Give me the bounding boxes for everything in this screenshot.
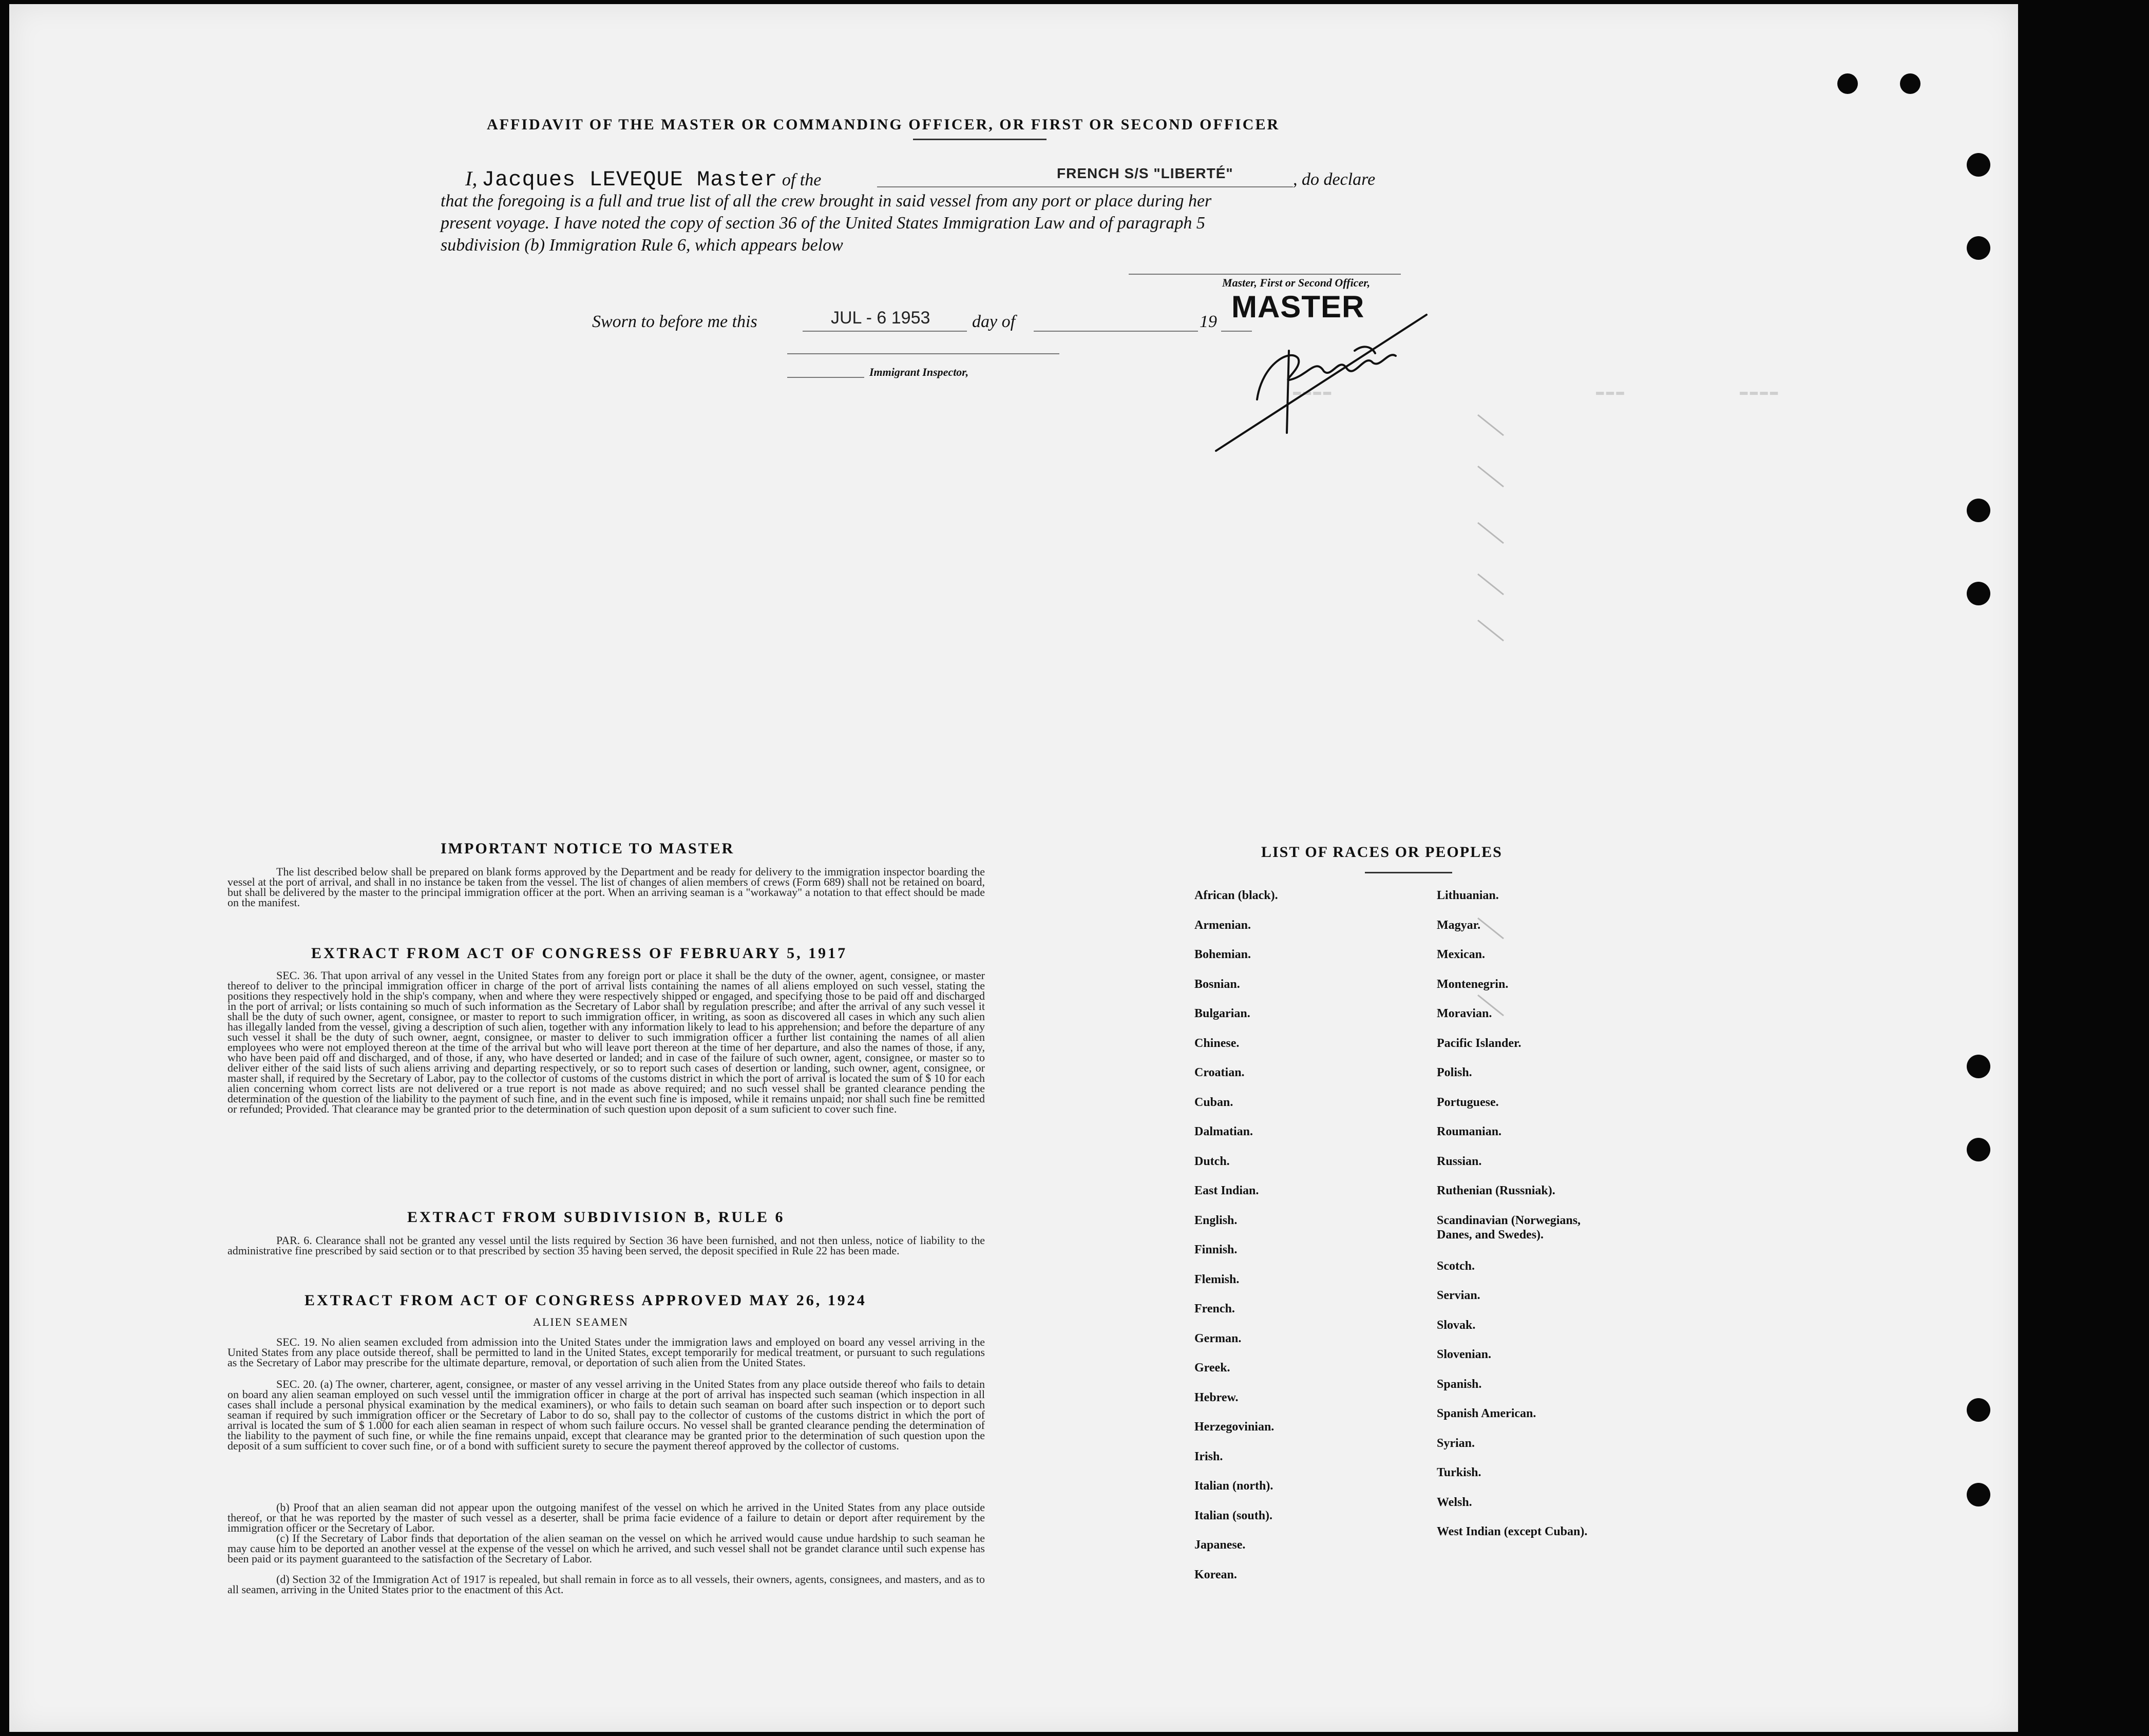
notice-title: IMPORTANT NOTICE TO MASTER — [441, 840, 735, 857]
race-entry: Herzegovinian. — [1194, 1420, 1275, 1434]
race-entry: Syrian. — [1437, 1436, 1475, 1450]
race-entry: Korean. — [1194, 1568, 1237, 1581]
race-entry: Slovenian. — [1437, 1348, 1492, 1362]
race-entry: Armenian. — [1194, 918, 1251, 932]
race-entry: Italian (south). — [1194, 1509, 1273, 1522]
races-title-underline — [1365, 872, 1452, 873]
punch-hole — [1967, 1055, 1990, 1078]
punch-hole — [1967, 153, 1990, 177]
sworn-label: Sworn to before me this — [592, 312, 757, 331]
vessel-line — [877, 186, 1293, 187]
race-entry: Servian. — [1437, 1289, 1480, 1303]
document-page — [9, 4, 2018, 1732]
act-1924-sec20b: (b) Proof that an alien seaman did not appear upon the outgoing manifest of the vessel on which he arrived in the United States from any place outside thereof, or that he was reported by the master of such vessel as a deserter, shall be prima facie evidence of a failure to detain or deport after requirement by the immigration officer or the Secretary of Labor. — [227, 1501, 985, 1534]
year-prefix: 19 — [1200, 312, 1217, 331]
race-entry: Japanese. — [1194, 1538, 1246, 1552]
master-signature — [1201, 302, 1442, 456]
affidavit-line-1 — [465, 166, 821, 192]
vessel-name: FRENCH S/S "LIBERTÉ" — [1057, 165, 1233, 181]
punch-hole — [1967, 1138, 1990, 1161]
race-entry: African (black). — [1194, 889, 1278, 902]
race-entry: German. — [1194, 1331, 1242, 1345]
race-entry: Montenegrin. — [1437, 977, 1509, 991]
race-entry: Portuguese. — [1437, 1095, 1499, 1109]
race-entry: Bohemian. — [1194, 948, 1251, 961]
race-entry: Chinese. — [1194, 1036, 1240, 1050]
bleed-through-marks — [1473, 405, 1534, 1072]
race-entry: Pacific Islander. — [1437, 1036, 1522, 1050]
rule6-body: PAR. 6. Clearance shall not be granted any vessel until the lists required by Section 36 have been furnished, and not then unless, notice of liability to the administrative fine prescribed by said section or to that prescribed by section 35 having been served, the deposit specified in Rule 22 has been made. — [227, 1234, 985, 1257]
declarant-pronoun: I, — [465, 167, 478, 190]
punch-hole — [1837, 73, 1858, 94]
race-entry: Spanish. — [1437, 1377, 1482, 1391]
punch-hole — [1900, 73, 1920, 94]
punch-hole — [1967, 499, 1990, 522]
do-declare-label: , do declare — [1293, 170, 1376, 189]
affidavit-title: AFFIDAVIT OF THE MASTER OR COMMANDING OFFICER, OR FIRST OR SECOND OFFICER — [487, 116, 1280, 133]
race-entry: West Indian (except Cuban). — [1437, 1525, 1588, 1539]
rule6-title: EXTRACT FROM SUBDIVISION B, RULE 6 — [407, 1209, 785, 1226]
race-entry: Flemish. — [1194, 1272, 1240, 1286]
punch-hole — [1967, 236, 1990, 260]
punch-hole — [1967, 1398, 1990, 1422]
race-entry: Dalmatian. — [1194, 1125, 1253, 1138]
bleed-through-column: ▬▬▬▬ — [1740, 384, 1780, 399]
day-of-label: day of — [972, 312, 1016, 331]
race-entry: Ruthenian (Russniak). — [1437, 1184, 1555, 1197]
race-entry: Spanish American. — [1437, 1407, 1536, 1421]
race-entry: Dutch. — [1194, 1154, 1230, 1168]
race-entry: Moravian. — [1437, 1007, 1492, 1020]
race-entry: French. — [1194, 1302, 1235, 1315]
race-entry: Mexican. — [1437, 948, 1485, 961]
act-1924-sec20c: (c) If the Secretary of Labor finds that deportation of the alien seaman on the vessel on which he arrived would cause undue hardship to such seaman he may cause him to be deported an another vessel at the expense of the vessel on which he arrived, and such vessel shall not be grandet clarance until such expense has been paid or its payment guaranteed to the satisfaction of the Secretary of Labor. — [227, 1532, 985, 1565]
act-1924-title: EXTRACT FROM ACT OF CONGRESS APPROVED MAY 26, 1924 — [305, 1292, 867, 1309]
notice-body: The list described below shall be prepared on blank forms approved by the Department and be ready for delivery to the immigration inspector boarding the vessel at the port of arrival, and shall in no instance be taken from the vessel. The list of changes of alien members of crews (Form 689) shall not be retained on board, but shall be delivered by the master to the principal immigration officer at the port. When an arriving seaman is a "workaway" a notation to that effect should be made on the manifest. — [227, 865, 985, 909]
act-1924-sec19: SEC. 19. No alien seamen excluded from admission into the United States under the immigration laws and employed on board any vessel arriving in the United States from any place outside thereof, shall be permitted to land in the United States, except temporarily for medical treatment, or pursuant to such regulations as the Secretary of Labor may prescribe for the ultimate departure, removal, or deportation of such alien from the United States. — [227, 1336, 985, 1369]
race-entry: Slovak. — [1437, 1318, 1476, 1332]
act-1917-title: EXTRACT FROM ACT OF CONGRESS OF FEBRUARY 5, 1917 — [311, 945, 848, 962]
races-title: LIST OF RACES OR PEOPLES — [1261, 844, 1503, 861]
master-stamp: MASTER — [1231, 290, 1365, 324]
alien-seamen-subtitle: ALIEN SEAMEN — [533, 1315, 629, 1328]
race-entry: Roumanian. — [1437, 1125, 1502, 1138]
sworn-date-line — [803, 331, 967, 332]
race-entry: Hebrew. — [1194, 1390, 1239, 1404]
race-entry: Lithuanian. — [1437, 889, 1499, 902]
act-1917-body: SEC. 36. That upon arrival of any vessel in the United States from any foreign port or place it shall be the duty of the owner, agent, consignee, or master thereof to deliver to the principal immigration officer in charge of the port of arrival lists containing the names of all aliens employed on such vessel, stating the positions they respectively hold in the ship's company, when and where they were respectively shipped or engaged, and specifying those to be paid off and discharged in the port of arrival; or lists containing so much of such information as the Secretary of Labor shall by regulation prescribe; and after the arrival of any such vessel it shall be the duty of such owner, agent, consignee, or master to report to such immigration officer, in writing, as soon as discovered all cases in which any such alien has illegally landed from the vessel, giving a description of such alien, together with any information likely to lead to his apprehension; and before the departure of any such vessel it shall be the duty of such owner, aegnt, consignee, or master to deliver to such immigration officer a further list containing the names of all alien employees who were not employed thereon at the time of the arrival but who will leave port thereon at the time of her departure, and also the names of those, if any, who have been paid off and discharged, and of those, if any, who have deserted or landed; and in case of the failure of such owner, agent, consignee, or master so to deliver either of the said lists of such aliens arriving and departing respectively, or so to report such cases of desertion or landing, such owner, agent, consignee, or master shall, if required by the Secretary of Labor, pay to the collector of customs of the customs district in which the port of arrival is located the sum of $ 10 for each alien concerning whom correct lists are not delivered or a true report is not made as above required; and no such vessel shall be granted clearance pending the determination of the question of the liability to the payment of such fine, and in the event such fine is imposed, while it remains unpaid; nor shall such fine be remitted or refunded; Provided. That clearance may be granted prior to the determination of such question upon deposit of a sum suficient to cover such fine. — [227, 969, 985, 1115]
race-entry: Croatian. — [1194, 1066, 1245, 1079]
race-entry: Italian (north). — [1194, 1479, 1273, 1493]
of-the-label: of the — [782, 170, 822, 189]
act-1924-sec20a: SEC. 20. (a) The owner, charterer, agent, consignee, or master of any vessel arriving in the United States from any place outside thereof who fails to detain on board any alien seaman employed on such vessel until the immigration officer in charge at the port of arrival has inspected such seaman (which inspection in all cases shall include a personal physical examination by the medical examiners), or who fails to detain such seaman on board after such inspection or to deport such seaman if required by such immigration officer or the Secretary of Labor to do so, shall pay to the collector of customs of the customs district in which the port of arrival is located the sum of $ 1.000 for each alien seaman in respect of whom such failure occurs. No vessel shall be granted clearance pending the determination of the liability to the payment of such fine, or while the fine remains unpaid, except that clearance may be granted prior to the determination of such question upon the deposit of a sum sufficient to cover such fine, or of a bond with sufficient surety to secure the payment thereof approved by the collector of customs. — [227, 1378, 985, 1452]
affidavit-line-3: present voyage. I have noted the copy of section 36 of the United States Immigration Law and of paragraph 5 — [441, 214, 1205, 233]
month-line — [1034, 331, 1198, 332]
race-entry: English. — [1194, 1213, 1238, 1227]
race-entry: Welsh. — [1437, 1495, 1472, 1509]
affidavit-line-4: subdivision (b) Immigration Rule 6, which appears below — [441, 236, 843, 255]
race-entry: Finnish. — [1194, 1243, 1238, 1256]
title-underline — [913, 139, 1047, 140]
race-entry: Scandinavian (Norwegians, Danes, and Swedes). — [1437, 1213, 1581, 1242]
punch-hole — [1967, 1483, 1990, 1506]
race-entry: East Indian. — [1194, 1184, 1259, 1197]
inspector-label: Immigrant Inspector, — [869, 366, 969, 378]
officer-signature-line — [1129, 274, 1401, 275]
officer-label: Master, First or Second Officer, — [1222, 276, 1371, 289]
bleed-through-column: ▬▬▬ — [1596, 384, 1626, 399]
sworn-date-stamp: JUL - 6 1953 — [831, 308, 930, 328]
race-entry: Russian. — [1437, 1154, 1482, 1168]
master-name: Jacques LEVEQUE Master — [481, 167, 778, 192]
race-entry: Cuban. — [1194, 1095, 1233, 1109]
race-entry: Scotch. — [1437, 1259, 1475, 1273]
race-entry: Magyar. — [1437, 918, 1481, 932]
act-1924-sec20d: (d) Section 32 of the Immigration Act of 1917 is repealed, but shall remain in force as to all vessels, their owners, agents, consignees, and masters, and as to all seamen, arriving in the United States prior to the enactment of this Act. — [227, 1573, 985, 1596]
inspector-label-line — [787, 377, 864, 378]
race-entry: Bosnian. — [1194, 977, 1240, 991]
race-entry: Greek. — [1194, 1361, 1230, 1375]
bleed-through-column: ▬▬▬▬ — [1293, 384, 1334, 399]
race-entry: Irish. — [1194, 1449, 1223, 1463]
punch-hole — [1967, 582, 1990, 605]
race-entry: Turkish. — [1437, 1466, 1481, 1480]
race-entry: Polish. — [1437, 1066, 1472, 1079]
race-entry: Bulgarian. — [1194, 1007, 1250, 1020]
affidavit-line-2: that the foregoing is a full and true list of all the crew brought in said vessel from any port or place during her — [441, 192, 1212, 211]
inspector-signature-line — [787, 353, 1059, 354]
